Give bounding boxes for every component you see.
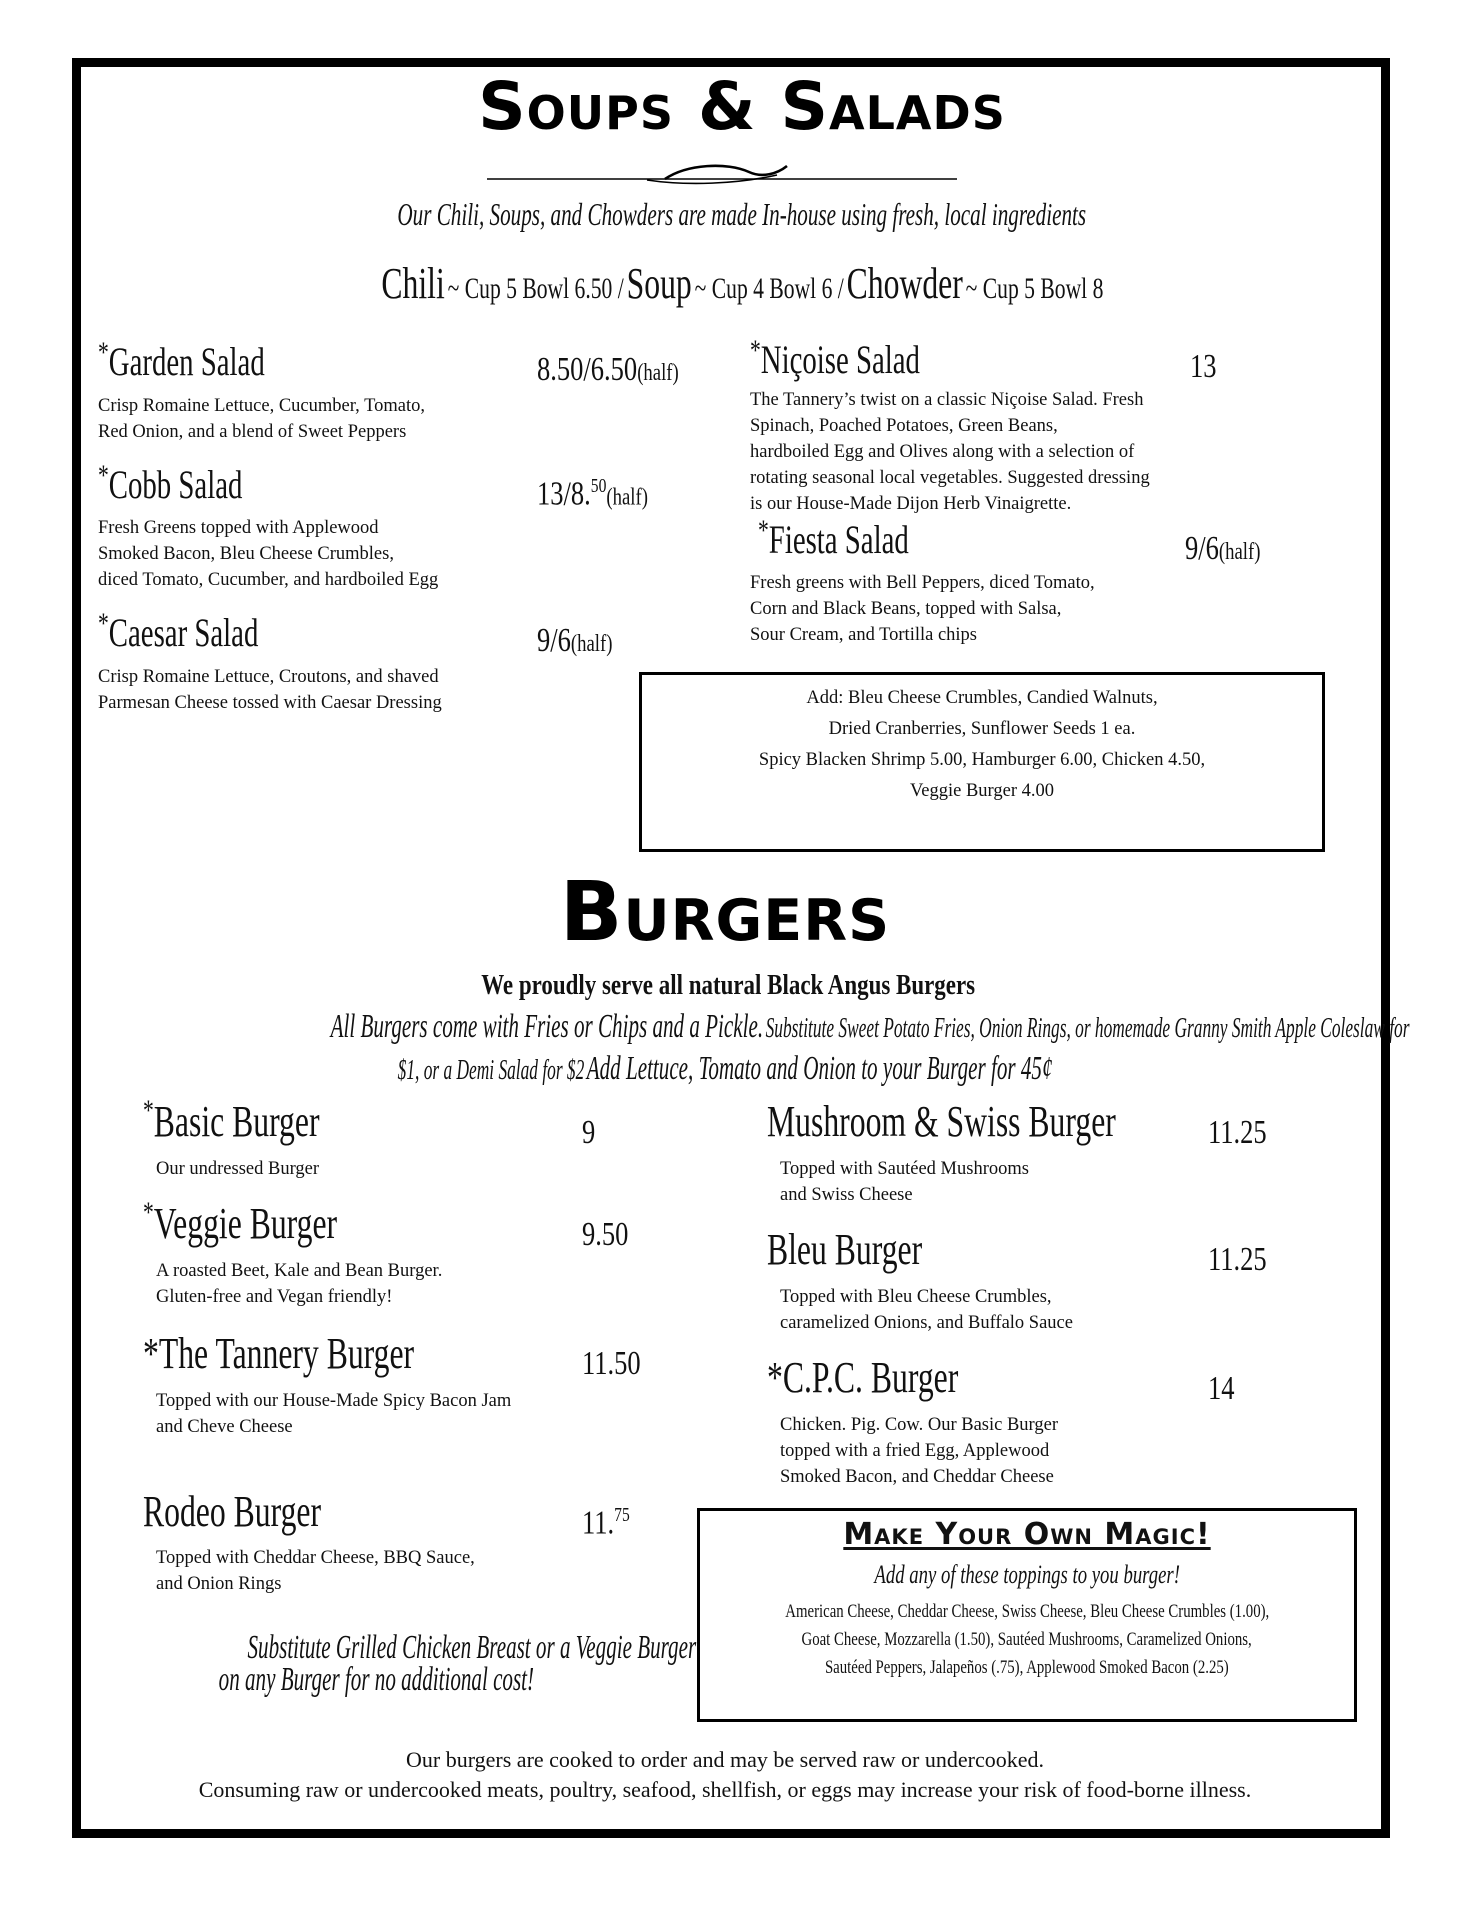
salad-item-caesar (98, 607, 321, 655)
make-your-own-magic-box (697, 1508, 1357, 1722)
burger-name: Mushroom & Swiss Burger (767, 1097, 1116, 1146)
magic-subtitle: Add any of these toppings to you burger! (874, 1560, 1180, 1589)
magic-toppings-line: American Cheese, Cheddar Cheese, Swiss Cheese, Bleu Cheese Crumbles (1.00), (784, 1601, 1269, 1622)
magic-toppings-line: Goat Cheese, Mozzarella (1.50), Sautéed Mushrooms, Caramelized Onions, (801, 1629, 1253, 1650)
magic-toppings-line: Sautéed Peppers, Jalapeños (.75), Applewood Smoked Bacon (2.25) (825, 1657, 1229, 1678)
chowder-label: Chowder (846, 259, 963, 308)
salad-desc-fiesta: Fresh greens with Bell Peppers, diced Tomato, Corn and Black Beans, topped with Salsa, Sour Cream, and Tortilla chips (750, 573, 1095, 645)
chili-prices: ~ Cup 5 Bowl 6.50 / (447, 272, 624, 305)
salad-desc-cobb: Fresh Greens topped with Applewood Smoked Bacon, Bleu Cheese Crumbles, diced Tomato, Cucumber, and hardboiled Egg (98, 518, 439, 590)
burger-price-mushroom-swiss: 11.25 (1208, 1114, 1267, 1151)
burger-name: Veggie Burger (153, 1199, 338, 1248)
burger-desc-tannery: Topped with our House-Made Spicy Bacon Jam and Cheve Cheese (156, 1391, 512, 1437)
burger-desc-veggie: A roasted Beet, Kale and Bean Burger. Gluten-free and Vegan friendly! (156, 1261, 443, 1307)
salad-price-caesar: 9/6(half) (537, 622, 613, 659)
chili-label: Chili (380, 259, 445, 308)
salad-desc-caesar: Crisp Romaine Lettuce, Croutons, and shaved Parmesan Cheese tossed with Caesar Dressing (98, 667, 442, 713)
burger-item-rodeo (143, 1487, 390, 1536)
divider-ornament (487, 160, 957, 186)
burger-item-veggie (143, 1196, 413, 1248)
salad-star: * (758, 514, 769, 547)
burger-star: * (143, 1094, 154, 1127)
magic-title: Make Your Own Magic! (843, 1517, 1211, 1552)
salad-item-nicoise (750, 334, 986, 382)
burgers-sides-note-2: $1, or a Demi Salad for $2 Add Lettuce, Tomato and Onion to your Burger for 45¢ (397, 1050, 1053, 1087)
substitute-note: Substitute Grilled Chicken Breast or a Veggie Burger on any Burger for no additional cost! (218, 1629, 697, 1698)
salad-name: Caesar Salad (108, 610, 259, 655)
burger-star: * (143, 1329, 159, 1378)
burger-desc-rodeo: Topped with Cheddar Cheese, BBQ Sauce, and Onion Rings (156, 1548, 475, 1594)
salad-price-fiesta: 9/6(half) (1185, 530, 1261, 567)
salad-addons-box (639, 672, 1325, 852)
salad-price-nicoise: 13 (1190, 348, 1217, 385)
addons-line: Veggie Burger 4.00 (909, 781, 1055, 801)
burger-price-bleu: 11.25 (1208, 1241, 1267, 1278)
burger-item-cpc (767, 1353, 1033, 1402)
salad-star: * (98, 459, 109, 492)
burger-desc-basic: Our undressed Burger (156, 1159, 320, 1179)
chowder-prices: ~ Cup 5 Bowl 8 (965, 272, 1103, 305)
burger-item-mushroom-swiss (767, 1097, 1251, 1146)
soup-prices-row (0, 258, 1484, 309)
salad-item-fiesta (758, 514, 967, 562)
salad-name: Niçoise Salad (760, 337, 920, 382)
burger-price-veggie: 9.50 (582, 1216, 629, 1253)
addons-line: Add: Bleu Cheese Crumbles, Candied Walnuts, (806, 688, 1158, 708)
burger-name: Basic Burger (153, 1097, 320, 1146)
burger-name: Rodeo Burger (143, 1487, 322, 1536)
burger-desc-cpc: Chicken. Pig. Cow. Our Basic Burger topped with a fried Egg, Applewood Smoked Bacon, and Cheddar Cheese (780, 1415, 1058, 1487)
salad-item-garden (98, 336, 330, 384)
burger-item-basic (143, 1094, 388, 1146)
soups-subtitle: Our Chili, Soups, and Chowders are made In-house using fresh, local ingredients (397, 196, 1087, 232)
salad-name: Garden Salad (108, 339, 265, 384)
burger-item-tannery (143, 1329, 520, 1378)
burgers-title: Burgers (559, 865, 891, 960)
burger-star: * (767, 1353, 783, 1402)
addons-line: Spicy Blacken Shrimp 5.00, Hamburger 6.00, Chicken 4.50, (758, 750, 1206, 770)
burger-name: C.P.C. Burger (782, 1353, 959, 1402)
burger-price-rodeo: 11.75 (582, 1504, 630, 1542)
burger-price-cpc: 14 (1208, 1370, 1235, 1407)
soup-prices: ~ Cup 4 Bowl 6 / (694, 272, 844, 305)
burger-desc-mushroom-swiss: Topped with Sautéed Mushrooms and Swiss Cheese (780, 1159, 1029, 1205)
burger-item-bleu (767, 1225, 983, 1274)
salad-star: * (98, 607, 109, 640)
burgers-sides-note: All Burgers come with Fries or Chips and a Pickle. Substitute Sweet Potato Fries, Onion Rings, or homemade Granny Smith Apple Coleslaw for (330, 1008, 1410, 1045)
burger-price-tannery: 11.50 (582, 1345, 641, 1382)
soup-label: Soup (626, 259, 692, 308)
salad-star: * (98, 336, 109, 369)
salad-price-cobb: 13/8.50(half) (537, 475, 648, 513)
salad-star: * (750, 334, 761, 367)
salad-name: Fiesta Salad (768, 517, 909, 562)
burger-price-basic: 9 (582, 1114, 596, 1151)
soups-salads-title: Soups & Salads (478, 68, 1006, 145)
burger-desc-bleu: Topped with Bleu Cheese Crumbles, caramelized Onions, and Buffalo Sauce (780, 1287, 1073, 1333)
salad-price-garden: 8.50/6.50(half) (537, 351, 679, 388)
salad-name: Cobb Salad (108, 462, 243, 507)
addons-line: Dried Cranberries, Sunflower Seeds 1 ea. (828, 719, 1136, 739)
burgers-tagline: We proudly serve all natural Black Angus Burgers (481, 970, 975, 1001)
burger-name: Bleu Burger (767, 1225, 923, 1274)
burger-name: The Tannery Burger (158, 1329, 415, 1378)
salad-item-cobb (98, 459, 299, 507)
burger-star: * (143, 1196, 154, 1229)
food-safety-disclaimer: Our burgers are cooked to order and may be served raw or undercooked. Consuming raw or undercooked meats, poultry, seafood, shellfish, or eggs may increase your risk of food-borne illness. (198, 1747, 1252, 1802)
salad-desc-nicoise: The Tannery’s twist on a classic Niçoise Salad. Fresh Spinach, Poached Potatoes, Green Beans, hardboiled Egg and Olives along with a selection of rotating seasonal local vegetables. Suggested dressing is our House-Made Dijon Herb Vinaigrette. (750, 390, 1150, 514)
salad-desc-garden: Crisp Romaine Lettuce, Cucumber, Tomato, Red Onion, and a blend of Sweet Peppers (98, 396, 425, 442)
